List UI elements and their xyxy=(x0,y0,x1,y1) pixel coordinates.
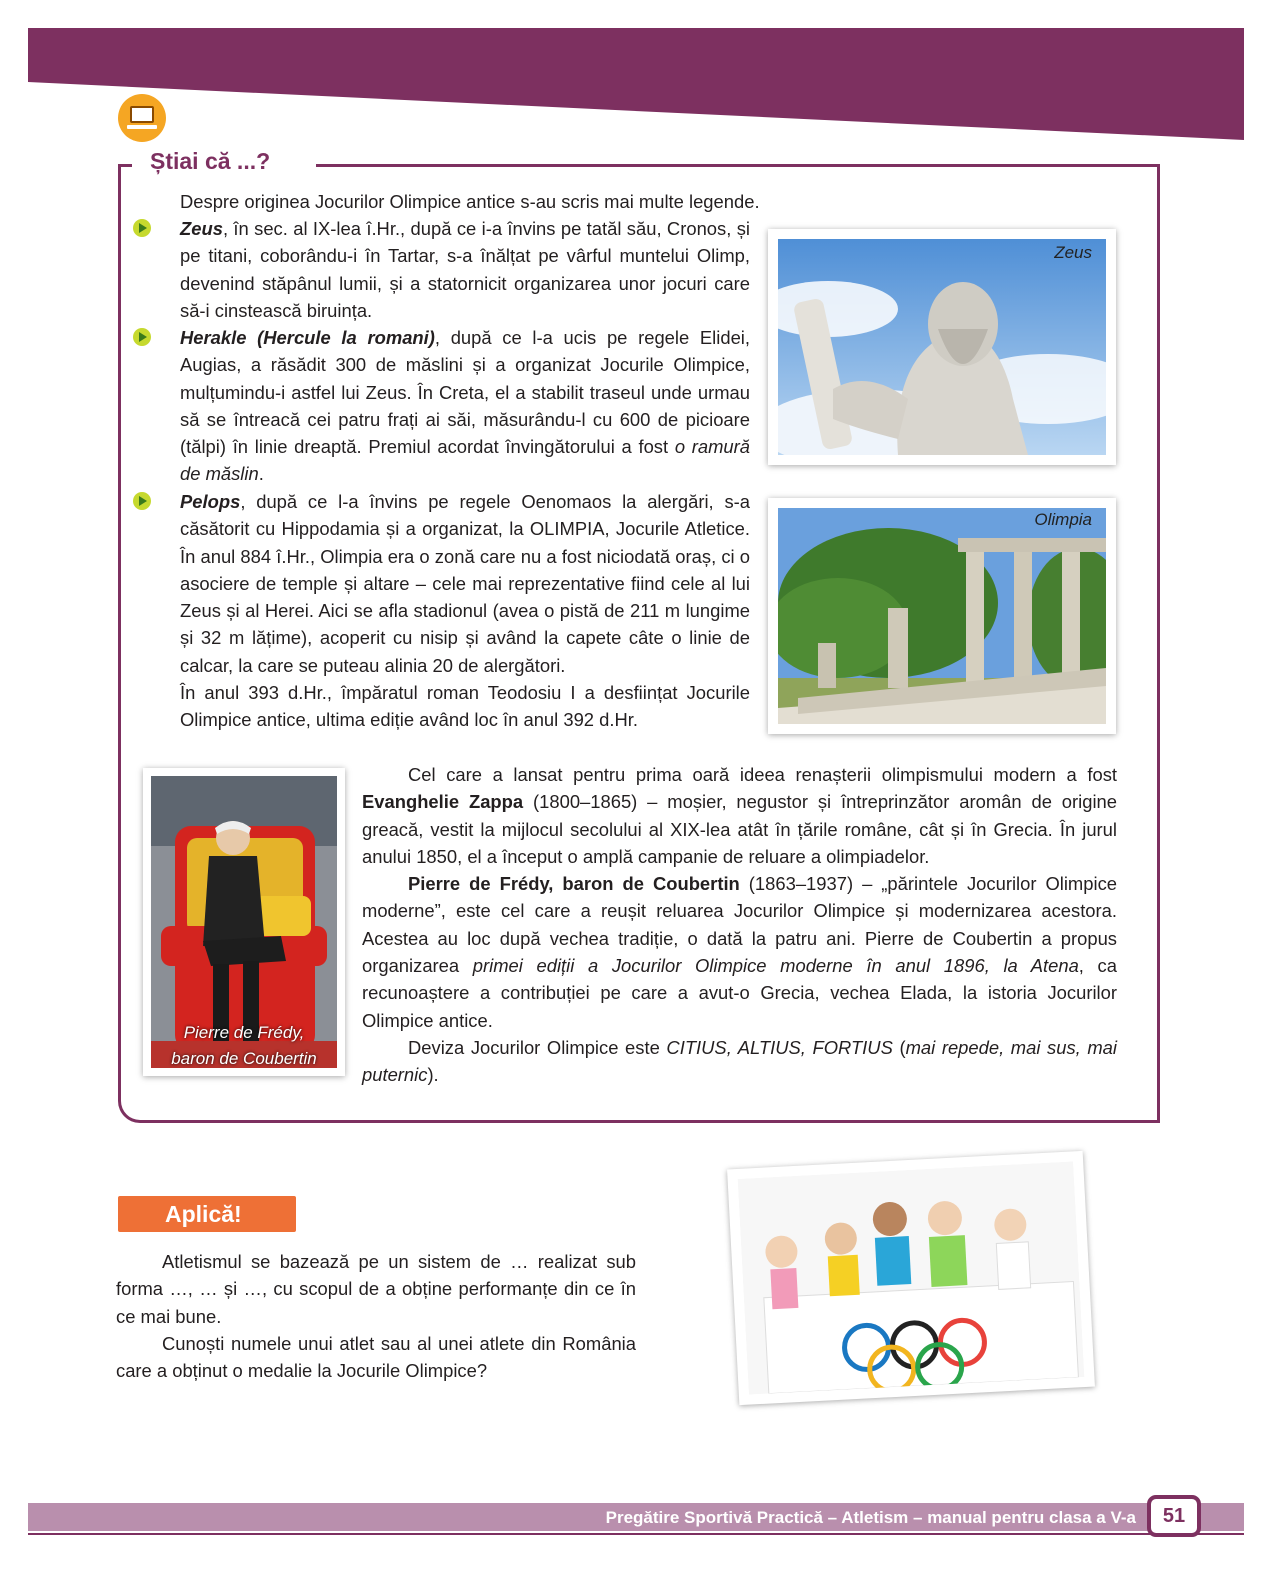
children-olympic-flag-image xyxy=(738,1161,1085,1394)
page-number: 51 xyxy=(1147,1495,1201,1537)
herakle-paragraph: Herakle (Hercule la romani), după ce l-a ucis pe regele Elidei, Augias, a răsădit 300 de măslini și a organizat Jocurile Olimpice, mulțumindu-i astfel lui Zeus. În Creta, el a stabilit traseul unde urmau să se întreacă cei patru frați ai săi, măsurându-l cu 600 de picioare (tălpi) în linie dreaptă. Premiul acordat învingătorului a fost o ramură de măslin. xyxy=(180,327,750,485)
olimpia-caption: Olimpia xyxy=(1034,510,1092,529)
teodosiu-text: În anul 393 d.Hr., împăratul roman Teodosiu I a desființat Jocurile Olimpice antice, ultima ediție având loc în anul 392 d.Hr. xyxy=(180,682,750,731)
bullet-icon xyxy=(133,219,151,237)
bullet-icon xyxy=(133,492,151,510)
children-photo xyxy=(727,1151,1095,1405)
did-you-know-icon xyxy=(118,94,166,142)
box-title: Știai că ...? xyxy=(150,148,271,174)
olimpia-ruins-image xyxy=(778,508,1106,724)
zeus-photo xyxy=(768,229,1116,465)
apply-text: Atletismul se bazează pe un sistem de … realizat sub forma …, … și …, cu scopul de a obține performanțe din ce în ce mai bune. Cunoști numele unui atlet sau al unei atlete din România care a obținut o medalie la Jocurile Olimpice? xyxy=(116,1251,636,1382)
coubertin-caption: Pierre de Frédy, baron de Coubertin xyxy=(171,1023,317,1068)
header-banner xyxy=(28,28,1244,140)
zeus-caption: Zeus xyxy=(1054,243,1092,262)
olimpia-photo xyxy=(768,498,1116,734)
footer-line xyxy=(28,1533,1244,1535)
zeus-paragraph: Zeus, în sec. al IX-lea î.Hr., după ce i-a învins pe tatăl său, Cronos, și pe titani, coborându-i în Tartar, s-a înălțat pe vârful muntelui Olimp, devenind stăpânul lumii, și a statornicit organizarea unor jocuri care să-i cinstească biruința. xyxy=(180,218,750,321)
box-border-top-left xyxy=(118,164,132,167)
footer-title: Pregătire Sportivă Practică – Atletism – manual pentru clasa a V-a xyxy=(605,1508,1136,1527)
modern-olympics-text: Cel care a lansat pentru prima oară ideea renașterii olimpismului modern a fost Evanghelie Zappa (1800–1865) – moșier, negustor și întreprinzător aromân de origine greacă, vestit la mijlocul secolului al XIX-lea atât în țările române, cât și în Grecia. În jurul anului 1850, el a început o amplă campanie de reluare a olimpiadelor. Pierre de Frédy, baron de Coubertin (1863–1937) – „părintele Jocurilor Olimpice moderne”, este cel care a reușit reluarea Jocurilor Olimpice și modernizarea acestora. Acestea au loc după vechea tradiție, o dată la patru ani. Pierre de Coubertin a propus organizarea primei ediții a Jocurilor Olimpice moderne în anul 1896, la Atena, ca recunoaștere a contribuției pe care a avut-o Grecia, vechea Elada, la istoria Jocurilor Olimpice antice. Deviza Jocurilor Olimpice este CITIUS, ALTIUS, FORTIUS (mai repede, mai sus, mai puternic). xyxy=(362,764,1117,1086)
pelops-paragraph: Pelops, după ce l-a învins pe regele Oenomaos la alergări, s-a căsătorit cu Hippodamia și a organizat, la OLIMPIA, Jocurile Atletice. În anul 884 î.Hr., Olimpia era o zonă care nu a fost niciodată oraș, ci o asociere de temple și altare – cele mai reprezentative fiind cele al lui Zeus și al Herei. Aici se afla stadionul (avea o pistă de 211 m lungime și 32 m lățime), acoperit cu nisip și având la capete câte o linie de calcar, la care se puteau alinia 20 de alergători. În anul 393 d.Hr., împăratul roman Teodosiu I a desființat Jocurile Olimpice antice, ultima ediție având loc în anul 392 d.Hr. xyxy=(180,488,750,734)
apply-label: Aplică! xyxy=(118,1196,296,1232)
coubertin-photo xyxy=(143,768,345,1076)
bullet-icon xyxy=(133,328,151,346)
intro-text: Despre originea Jocurilor Olimpice antice s-au scris mai multe legende. xyxy=(180,191,760,212)
box-border-top-right xyxy=(316,164,1160,167)
zeus-statue-image xyxy=(778,239,1106,455)
